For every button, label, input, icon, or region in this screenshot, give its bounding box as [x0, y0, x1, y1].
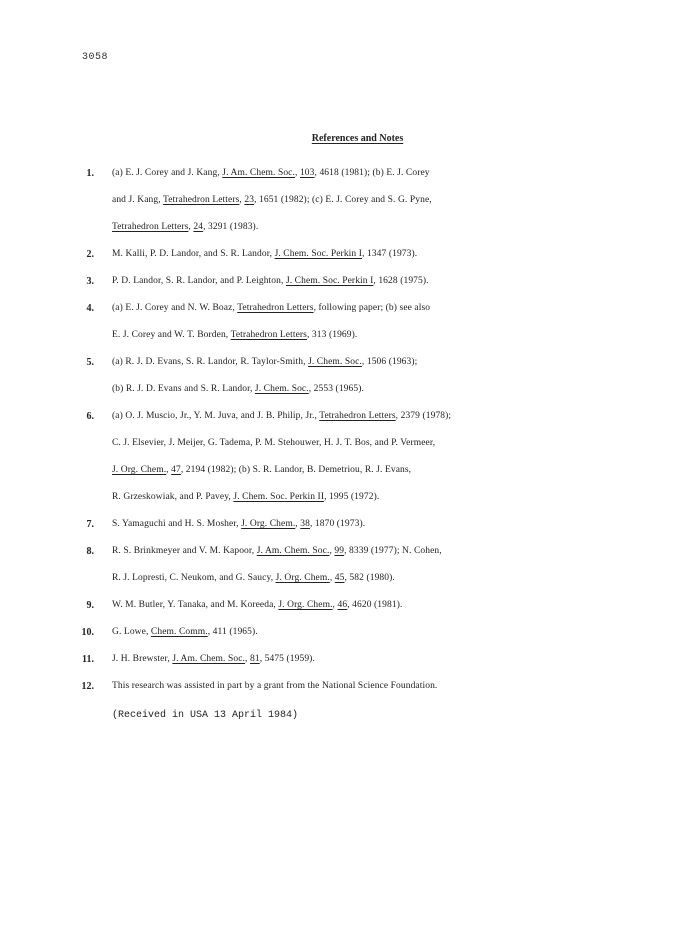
- reference-text: , 1347 (1973).: [362, 249, 418, 259]
- reference-item: [66, 511, 656, 538]
- reference-item: [66, 349, 656, 403]
- reference-number: 11.: [82, 654, 94, 665]
- reference-text: , 4618 (1981); (b) E. J. Corey: [314, 168, 430, 178]
- reference-text: (a) O. J. Muscio, Jr., Y. M. Juva, and J. B. Philip, Jr.,: [112, 411, 320, 421]
- reference-text: ,: [329, 573, 335, 583]
- reference-text: ,: [188, 222, 194, 232]
- underlined-citation: J. Am. Chem. Soc.: [256, 546, 330, 556]
- reference-text: , 1870 (1973).: [309, 519, 366, 529]
- reference-number: 2.: [86, 249, 94, 260]
- underlined-citation: J. Am. Chem. Soc.: [222, 168, 295, 178]
- underlined-citation: Tetrahedron Letters: [230, 330, 307, 340]
- reference-text: and J. Kang,: [112, 195, 163, 205]
- reference-item: [66, 403, 656, 511]
- reference-number: 9.: [86, 600, 94, 611]
- received-date: (Received in USA 13 April 1984): [112, 710, 299, 721]
- reference-line: [112, 160, 656, 187]
- underlined-citation: J. Chem. Soc. Perkin I: [274, 249, 362, 259]
- underlined-citation: J. Chem. Soc. Perkin II: [233, 492, 325, 502]
- reference-text: ,: [295, 519, 301, 529]
- page-number: 3058: [82, 52, 109, 63]
- reference-text: , 1651 (1982); (c) E. J. Corey and S. G. Pyne,: [254, 195, 432, 205]
- reference-line: [112, 565, 656, 592]
- reference-text: , 582 (1980).: [344, 573, 395, 583]
- reference-text: S. Yamaguchi and H. S. Mosher,: [112, 519, 242, 529]
- reference-item: [66, 592, 656, 619]
- reference-text: , 1506 (1963);: [361, 357, 418, 367]
- underlined-citation: 47: [171, 465, 181, 475]
- underlined-citation: 46: [337, 600, 348, 610]
- reference-number: 10.: [81, 627, 94, 638]
- underlined-citation: 38: [300, 519, 310, 529]
- reference-text: C. J. Elsevier, J. Meijer, G. Tadema, P. M. Stehouwer, H. J. T. Bos, and P. Vermeer,: [112, 438, 436, 448]
- reference-line: [112, 592, 656, 619]
- reference-line: [112, 322, 656, 349]
- underlined-citation: J. Chem. Soc.: [308, 357, 362, 367]
- reference-text: (a) E. J. Corey and J. Kang,: [112, 168, 223, 178]
- reference-line: [112, 484, 656, 511]
- reference-text: , 411 (1965).: [207, 627, 258, 637]
- reference-line: [112, 295, 656, 322]
- reference-text: ,: [166, 465, 172, 475]
- reference-line: [112, 511, 656, 538]
- underlined-citation: 81: [249, 654, 260, 664]
- reference-line: [112, 187, 656, 214]
- reference-line: [112, 241, 656, 268]
- reference-text: , 3291 (1983).: [203, 222, 259, 232]
- underlined-citation: 45: [334, 573, 345, 583]
- reference-number: 8.: [86, 546, 94, 557]
- reference-text: , 2194 (1982); (b) S. R. Landor, B. Demetriou, R. J. Evans,: [180, 465, 412, 475]
- reference-text: (b) R. J. D. Evans and S. R. Landor,: [112, 384, 255, 394]
- reference-text: , 1628 (1975).: [373, 276, 429, 286]
- reference-text: R. S. Brinkmeyer and V. M. Kapoor,: [112, 546, 257, 556]
- reference-text: W. M. Butler, Y. Tanaka, and M. Koreeda,: [112, 600, 279, 610]
- underlined-citation: 103: [299, 168, 315, 178]
- reference-text: , following paper; (b) see also: [313, 303, 431, 313]
- reference-item: [66, 673, 656, 729]
- reference-text: (a) R. J. D. Evans, S. R. Landor, R. Taylor-Smith,: [112, 357, 309, 367]
- reference-text: , 4620 (1981).: [347, 600, 403, 610]
- reference-item: [66, 295, 656, 349]
- reference-text: J. H. Brewster,: [112, 654, 173, 664]
- reference-text: ,: [329, 546, 335, 556]
- section-heading: References and Notes: [311, 133, 404, 144]
- reference-text: , 1995 (1972).: [324, 492, 380, 502]
- underlined-citation: J. Chem. Soc.: [254, 384, 309, 394]
- reference-text: , 2379 (1978);: [395, 411, 452, 421]
- reference-number: 4.: [86, 303, 94, 314]
- underlined-citation: J. Chem. Soc. Perkin I: [285, 276, 374, 286]
- reference-text: , 313 (1969).: [306, 330, 358, 340]
- reference-text: G. Lowe,: [112, 627, 151, 637]
- reference-text: (a) E. J. Corey and N. W. Boaz,: [112, 303, 238, 313]
- reference-line: [112, 538, 656, 565]
- underlined-citation: Chem. Comm.: [150, 627, 208, 637]
- reference-number: 5.: [86, 357, 94, 368]
- reference-line: [112, 430, 656, 457]
- underlined-citation: J. Org. Chem.: [275, 573, 330, 583]
- reference-line: [112, 349, 656, 376]
- reference-number: 1.: [86, 168, 94, 179]
- underlined-citation: J. Org. Chem.: [241, 519, 296, 529]
- reference-text: ,: [294, 168, 300, 178]
- reference-text: ,: [332, 600, 338, 610]
- reference-line: [112, 646, 656, 673]
- underlined-citation: J. Org. Chem.: [112, 465, 167, 475]
- reference-item: [66, 538, 656, 592]
- underlined-citation: Tetrahedron Letters: [112, 222, 189, 232]
- reference-text: , 2553 (1965).: [308, 384, 364, 394]
- reference-item: [66, 646, 656, 673]
- reference-list: [66, 160, 656, 729]
- reference-line: [112, 268, 656, 295]
- reference-item: [66, 619, 656, 646]
- underlined-citation: 24: [193, 222, 204, 232]
- reference-line: [112, 403, 656, 430]
- underlined-citation: Tetrahedron Letters: [237, 303, 314, 313]
- reference-text: P. D. Landor, S. R. Landor, and P. Leighton,: [112, 276, 286, 286]
- reference-number: 12.: [81, 681, 94, 692]
- reference-line: [112, 214, 656, 241]
- reference-text: , 8339 (1977); N. Cohen,: [344, 546, 442, 556]
- reference-line: [112, 376, 656, 403]
- reference-text: E. J. Corey and W. T. Borden,: [112, 330, 231, 340]
- underlined-citation: 99: [334, 546, 345, 556]
- underlined-citation: J. Org. Chem.: [278, 600, 333, 610]
- underlined-citation: Tetrahedron Letters: [163, 195, 240, 205]
- reference-line: [112, 673, 656, 700]
- reference-text: ,: [239, 195, 245, 205]
- reference-item: [66, 268, 656, 295]
- reference-number: 6.: [86, 411, 94, 422]
- underlined-citation: Tetrahedron Letters: [319, 411, 396, 421]
- reference-number: 3.: [86, 276, 94, 287]
- reference-line: [112, 619, 656, 646]
- reference-text: This research was assisted in part by a grant from the National Science Foundation.: [112, 681, 438, 691]
- reference-line: [112, 457, 656, 484]
- reference-text: ,: [245, 654, 250, 664]
- reference-number: 7.: [86, 519, 94, 530]
- underlined-citation: 23: [244, 195, 255, 205]
- reference-item: [66, 160, 656, 241]
- reference-text: , 5475 (1959).: [259, 654, 315, 664]
- reference-text: M. Kalli, P. D. Landor, and S. R. Landor,: [112, 249, 275, 259]
- reference-text: R. J. Lopresti, C. Neukom, and G. Saucy,: [112, 573, 276, 583]
- reference-text: R. Grzeskowiak, and P. Pavey,: [112, 492, 234, 502]
- reference-item: [66, 241, 656, 268]
- underlined-citation: J. Am. Chem. Soc.: [172, 654, 246, 664]
